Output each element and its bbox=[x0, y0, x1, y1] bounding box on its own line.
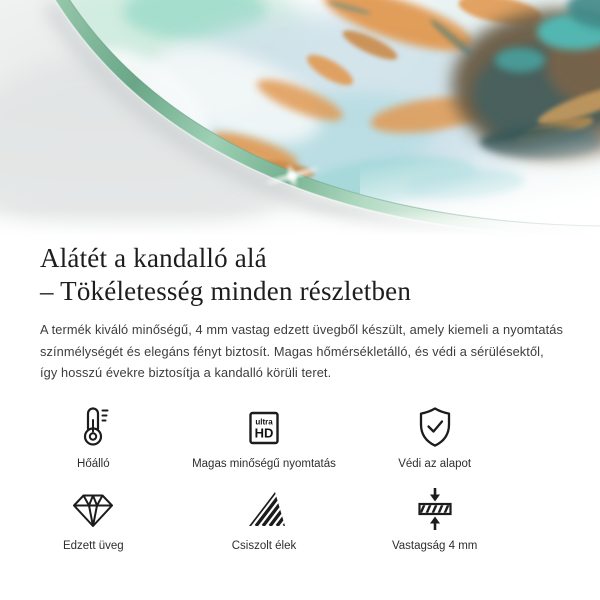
ultra-hd-badge-top: ultra bbox=[255, 417, 273, 426]
feature-polished-edges bbox=[179, 485, 350, 552]
feature-thickness bbox=[349, 485, 520, 552]
diamond-icon bbox=[69, 485, 117, 533]
thermometer-icon bbox=[69, 403, 117, 451]
feature-label: Magas minőségű nyomtatás bbox=[192, 457, 336, 470]
feature-tempered-glass bbox=[8, 485, 179, 552]
product-description: A termék kiváló minőségű, 4 mm vastag edzett üvegből készült, amely kiemeli a nyomtatás színmélységét és elegáns fényt biztosít. Magas hőmérsékletálló, és védi a sérülésektől, így hosszú évekre biztosítja a kandalló körüli teret. bbox=[40, 322, 563, 380]
feature-protects-base bbox=[349, 403, 520, 470]
product-image bbox=[0, 0, 600, 240]
title-line-2: – Tökéletesség minden részletben bbox=[40, 276, 412, 306]
feature-label: Hőálló bbox=[77, 457, 110, 470]
title-line-1: Alátét a kandalló alá bbox=[40, 243, 267, 273]
feature-label: Vastagság 4 mm bbox=[391, 539, 478, 552]
feature-label: Védi az alapot bbox=[398, 457, 472, 470]
feature-hd-print bbox=[179, 403, 350, 470]
ultra-hd-icon bbox=[240, 403, 288, 451]
page-title bbox=[40, 242, 560, 308]
features-grid bbox=[8, 403, 520, 552]
thickness-icon bbox=[411, 485, 459, 533]
ultra-hd-badge-bottom: HD bbox=[254, 425, 274, 440]
feature-label: Edzett üveg bbox=[62, 539, 124, 552]
shield-check-icon bbox=[411, 403, 459, 451]
feature-label: Csiszolt élek bbox=[231, 539, 297, 552]
polished-edge-icon bbox=[240, 485, 288, 533]
feature-heat-resistant bbox=[8, 403, 179, 470]
